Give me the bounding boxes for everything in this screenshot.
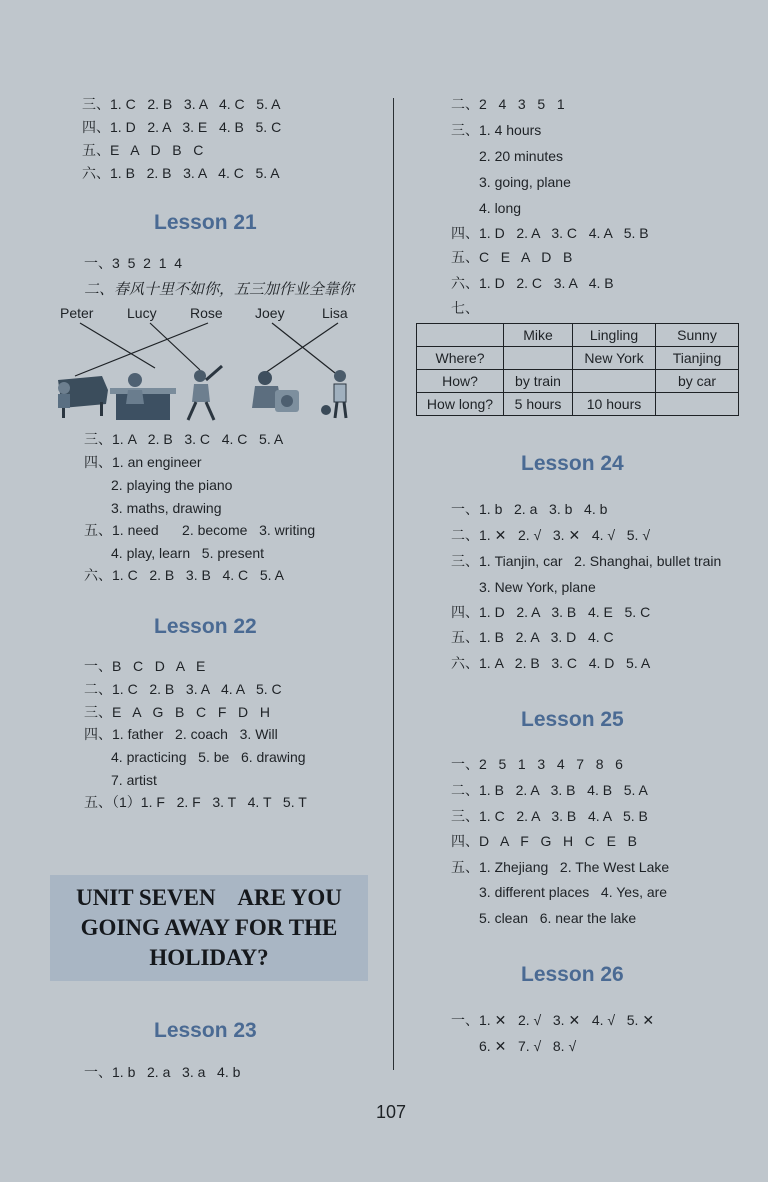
answer-line: 五、E A D B C bbox=[82, 142, 204, 158]
answer-line: 三、1. A 2. B 3. C 4. C 5. A bbox=[84, 431, 284, 447]
answer-line: 4. play, learn 5. present bbox=[111, 545, 265, 561]
answer-line: 6. ✕ 7. √ 8. √ bbox=[479, 1038, 577, 1054]
answer-line: 四、1. father 2. coach 3. Will bbox=[84, 726, 278, 742]
answer-line: 五、C E A D B bbox=[451, 249, 573, 265]
answer-line: 二、1. C 2. B 3. A 4. A 5. C bbox=[84, 681, 282, 697]
answer-line: 二、1. ✕ 2. √ 3. ✕ 4. √ 5. √ bbox=[451, 527, 651, 543]
piano-picture bbox=[58, 376, 108, 418]
answer-line: 一、1. ✕ 2. √ 3. ✕ 4. √ 5. ✕ bbox=[451, 1012, 655, 1028]
answer-line: 六、1. A 2. B 3. C 4. D 5. A bbox=[451, 655, 651, 671]
answer-line: 三、1. C 2. B 3. A 4. C 5. A bbox=[82, 96, 281, 112]
answer-line: 3. New York, plane bbox=[479, 579, 596, 595]
table-cell: by train bbox=[504, 370, 573, 393]
table-cell: Mike bbox=[504, 324, 573, 347]
table-cell bbox=[504, 347, 573, 370]
match-line bbox=[272, 323, 335, 373]
match-line bbox=[75, 323, 208, 376]
table-cell: by car bbox=[656, 370, 739, 393]
table-cell: Lingling bbox=[573, 324, 656, 347]
table-row bbox=[417, 324, 739, 347]
table-cell: 5 hours bbox=[504, 393, 573, 416]
answer-line: 四、1. D 2. A 3. E 4. B 5. C bbox=[82, 119, 282, 135]
table-cell: How long? bbox=[417, 393, 504, 416]
name-lisa: Lisa bbox=[322, 305, 348, 321]
lesson-22-heading: Lesson 22 bbox=[154, 615, 257, 638]
answer-line: 四、1. an engineer bbox=[84, 454, 202, 470]
table-row bbox=[417, 347, 739, 370]
name-joey: Joey bbox=[255, 305, 285, 321]
answer-line: 六、1. B 2. B 3. A 4. C 5. A bbox=[82, 165, 280, 181]
table-cell bbox=[573, 370, 656, 393]
table-row bbox=[417, 370, 739, 393]
answer-line: 4. long bbox=[479, 200, 522, 216]
lesson-21-heading: Lesson 21 bbox=[154, 211, 257, 234]
unit-title-line: HOLIDAY? bbox=[149, 945, 269, 970]
answer-line: 五、1. need 2. become 3. writing bbox=[84, 522, 316, 538]
travel-table bbox=[416, 323, 739, 416]
answer-line: 七、 bbox=[451, 300, 479, 316]
lesson-26-heading: Lesson 26 bbox=[521, 963, 624, 986]
name-lucy: Lucy bbox=[127, 305, 157, 321]
unit-title-line: GOING AWAY FOR THE bbox=[80, 915, 338, 940]
answer-line: 3. maths, drawing bbox=[111, 500, 222, 516]
name-rose: Rose bbox=[190, 305, 223, 321]
unit-title-box bbox=[50, 875, 368, 981]
lesson-23-heading: Lesson 23 bbox=[154, 1019, 257, 1042]
table-cell: New York bbox=[573, 347, 656, 370]
engineer-picture bbox=[110, 373, 176, 420]
answer-line: 2. 20 minutes bbox=[479, 148, 564, 164]
table-cell: Where? bbox=[417, 347, 504, 370]
answer-line: 三、1. 4 hours bbox=[451, 122, 542, 138]
table-cell bbox=[656, 393, 739, 416]
answer-line: 五、1. Zhejiang 2. The West Lake bbox=[451, 859, 670, 875]
answer-line: 一、1. b 2. a 3. a 4. b bbox=[84, 1064, 241, 1080]
answer-line: 5. clean 6. near the lake bbox=[479, 910, 637, 926]
answer-line: 四、1. D 2. A 3. B 4. E 5. C bbox=[451, 604, 651, 620]
answer-line: 六、1. C 2. B 3. B 4. C 5. A bbox=[84, 567, 284, 583]
answer-line: 二、2 4 3 5 1 bbox=[451, 96, 565, 112]
answer-line: 五、1. B 2. A 3. D 4. C bbox=[451, 629, 614, 645]
lesson-24-heading: Lesson 24 bbox=[521, 452, 624, 475]
answer-line: 四、1. D 2. A 3. C 4. A 5. B bbox=[451, 225, 649, 241]
column-divider bbox=[393, 98, 394, 1070]
answer-line: 四、D A F G H C E B bbox=[451, 833, 637, 849]
answer-line: 一、1. b 2. a 3. b 4. b bbox=[451, 501, 608, 517]
answer-line: 4. practicing 5. be 6. drawing bbox=[111, 749, 306, 765]
table-cell: How? bbox=[417, 370, 504, 393]
lesson-25-heading: Lesson 25 bbox=[521, 708, 624, 731]
basketball-child-picture bbox=[321, 370, 346, 418]
baseball-player-picture bbox=[188, 366, 222, 420]
matching-illustration bbox=[50, 318, 370, 422]
table-cell: Tianjing bbox=[656, 347, 739, 370]
match-line bbox=[265, 323, 338, 373]
answer-line: 2. playing the piano bbox=[111, 477, 233, 493]
answer-line: 一、2 5 1 3 4 7 8 6 bbox=[451, 756, 623, 772]
name-peter: Peter bbox=[60, 305, 94, 321]
table-cell: 10 hours bbox=[573, 393, 656, 416]
match-line bbox=[80, 323, 155, 368]
table-cell bbox=[417, 324, 504, 347]
unit-title-line: UNIT SEVEN ARE YOU bbox=[76, 885, 342, 910]
answer-line: 3. different places 4. Yes, are bbox=[479, 884, 668, 900]
answer-line: 五、（1）1. F 2. F 3. T 4. T 5. T bbox=[84, 794, 307, 810]
answer-line: 二、1. B 2. A 3. B 4. B 5. A bbox=[451, 782, 648, 798]
page-number: 107 bbox=[376, 1102, 407, 1122]
answer-line: 三、1. Tianjin, car 2. Shanghai, bullet train bbox=[451, 553, 722, 569]
table-cell: Sunny bbox=[656, 324, 739, 347]
table-row bbox=[417, 393, 739, 416]
answer-line: 三、1. C 2. A 3. B 4. A 5. B bbox=[451, 808, 648, 824]
answer-line: 一、3 5 2 1 4 bbox=[84, 255, 183, 271]
answer-line: 一、B C D A E bbox=[84, 658, 206, 674]
answer-line: 7. artist bbox=[111, 772, 157, 788]
answer-line: 3. going, plane bbox=[479, 174, 571, 190]
match-line bbox=[150, 323, 200, 370]
handwritten-note: 二、春风十里不如你，五三加作业全靠你 bbox=[84, 280, 355, 298]
answer-line: 三、E A G B C F D H bbox=[84, 704, 270, 720]
answer-line: 六、1. D 2. C 3. A 4. B bbox=[451, 275, 614, 291]
coach-picture bbox=[252, 371, 299, 412]
